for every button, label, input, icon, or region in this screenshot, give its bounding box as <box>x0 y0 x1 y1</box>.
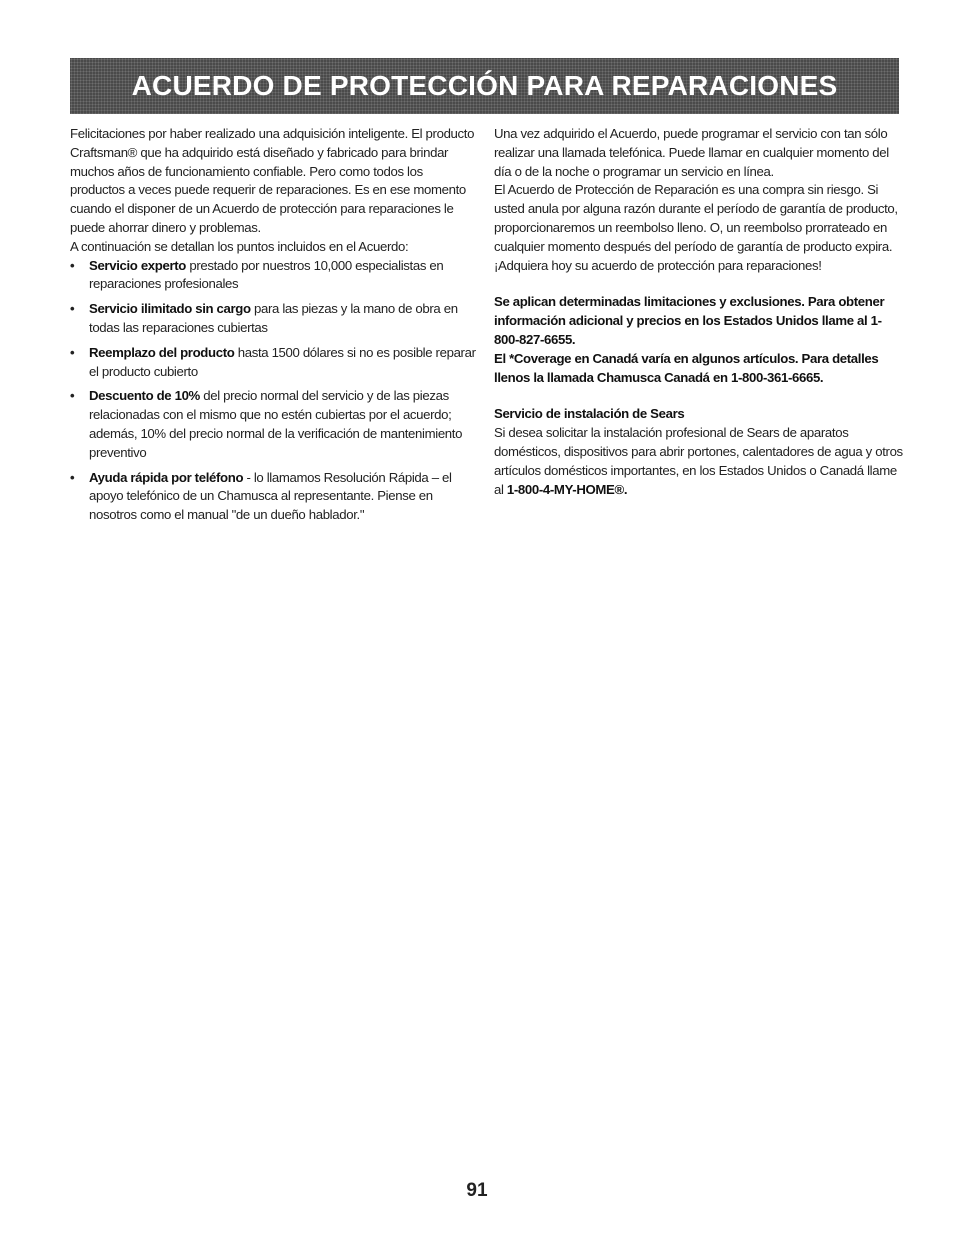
benefits-list <box>70 257 480 525</box>
list-item-text: hasta 1500 dólares si no es posible reparar el producto cubierto <box>89 344 476 379</box>
installation-paragraph <box>494 424 904 499</box>
right-column <box>494 125 904 499</box>
page-number: 91 <box>466 1180 488 1201</box>
intro-paragraph: Felicitaciones por haber realizado una adquisición inteligente. El producto Craftsman® que ha adquirido está diseñado y fabricado para brindar muchos años de funcionamiento confiable. Pero como todos los productos a veces puede requerir de reparaciones. Es en ese momento cuando el disponer de un Acuerdo de protección para reparaciones le puede ahorrar dinero y problemas. <box>70 126 475 235</box>
risk-free-paragraph: El Acuerdo de Protección de Reparación es una compra sin riesgo. Si usted anula por alguna razón durante el período de garantía de producto, proporcionaremos un reembolso lleno. O, un reembolso prorrateado en cualquier momento después del período de garantía de producto expira. ¡Adquiera hoy su acuerdo de protección para reparaciones! <box>494 182 898 273</box>
bullet-icon: • <box>70 301 75 317</box>
list-item-text: prestado por nuestros 10,000 especialistas en reparaciones profesionales <box>89 257 444 292</box>
list-item <box>70 469 480 525</box>
list-item <box>70 344 480 382</box>
bullet-icon: • <box>70 469 75 485</box>
installation-text: Si desea solicitar la instalación profesional de Sears de aparatos domésticos, dispositivos para abrir portones, calentadores de agua y otros artículos domésticos importantes, en los Estados Unidos o Canadá llame al <box>494 425 903 497</box>
list-item <box>70 300 480 338</box>
list-intro: A continuación se detallan los puntos incluidos en el Acuerdo: <box>70 238 409 254</box>
list-item-text: para las piezas y la mano de obra en todas las reparaciones cubiertas <box>89 301 458 335</box>
limitations-notice: Se aplican determinadas limitaciones y exclusiones. Para obtener información adicional y precios en los Estados Unidos llame al 1-800-827-6655. <box>494 294 885 347</box>
list-item-text: - lo llamamos Resolución Rápida – el apoyo telefónico de un Chamusca al representante. Piense en nosotros como el manual "de un dueño hablador." <box>89 469 452 523</box>
installation-phone: 1-800-4-MY-HOME®. <box>506 481 628 497</box>
bullet-icon: • <box>70 257 75 273</box>
list-item-lead: Servicio ilimitado sin cargo <box>89 301 251 317</box>
canada-notice: El *Coverage en Canadá varía en algunos artículos. Para detalles llenos la llamada Chamusca Canadá en 1-800-361-6665. <box>494 350 879 385</box>
left-column <box>70 125 480 531</box>
list-item <box>70 387 480 462</box>
list-item-lead: Servicio experto <box>89 257 187 273</box>
scheduling-paragraph: Una vez adquirido el Acuerdo, puede programar el servicio con tan sólo realizar una llamada telefónica. Puede llamar en cualquier momento del día o de la noche o programar un servicio en línea. <box>494 126 889 179</box>
list-item-lead: Ayuda rápida por teléfono <box>89 469 244 485</box>
bullet-icon: • <box>70 344 75 360</box>
list-item <box>70 257 480 295</box>
installation-heading: Servicio de instalación de Sears <box>494 406 685 422</box>
list-item-lead: Descuento de 10% <box>89 388 200 404</box>
bullet-icon: • <box>70 388 75 404</box>
list-item-text: del precio normal del servicio y de las piezas relacionadas con el mismo que no estén cubiertas por el acuerdo; además, 10% del precio normal de la verificación de mantenimiento preventivo <box>89 388 463 460</box>
list-item-lead: Reemplazo del producto <box>89 344 235 360</box>
page-title: ACUERDO DE PROTECCIÓN PARA REPARACIONES <box>131 70 838 101</box>
section-banner <box>70 58 899 114</box>
